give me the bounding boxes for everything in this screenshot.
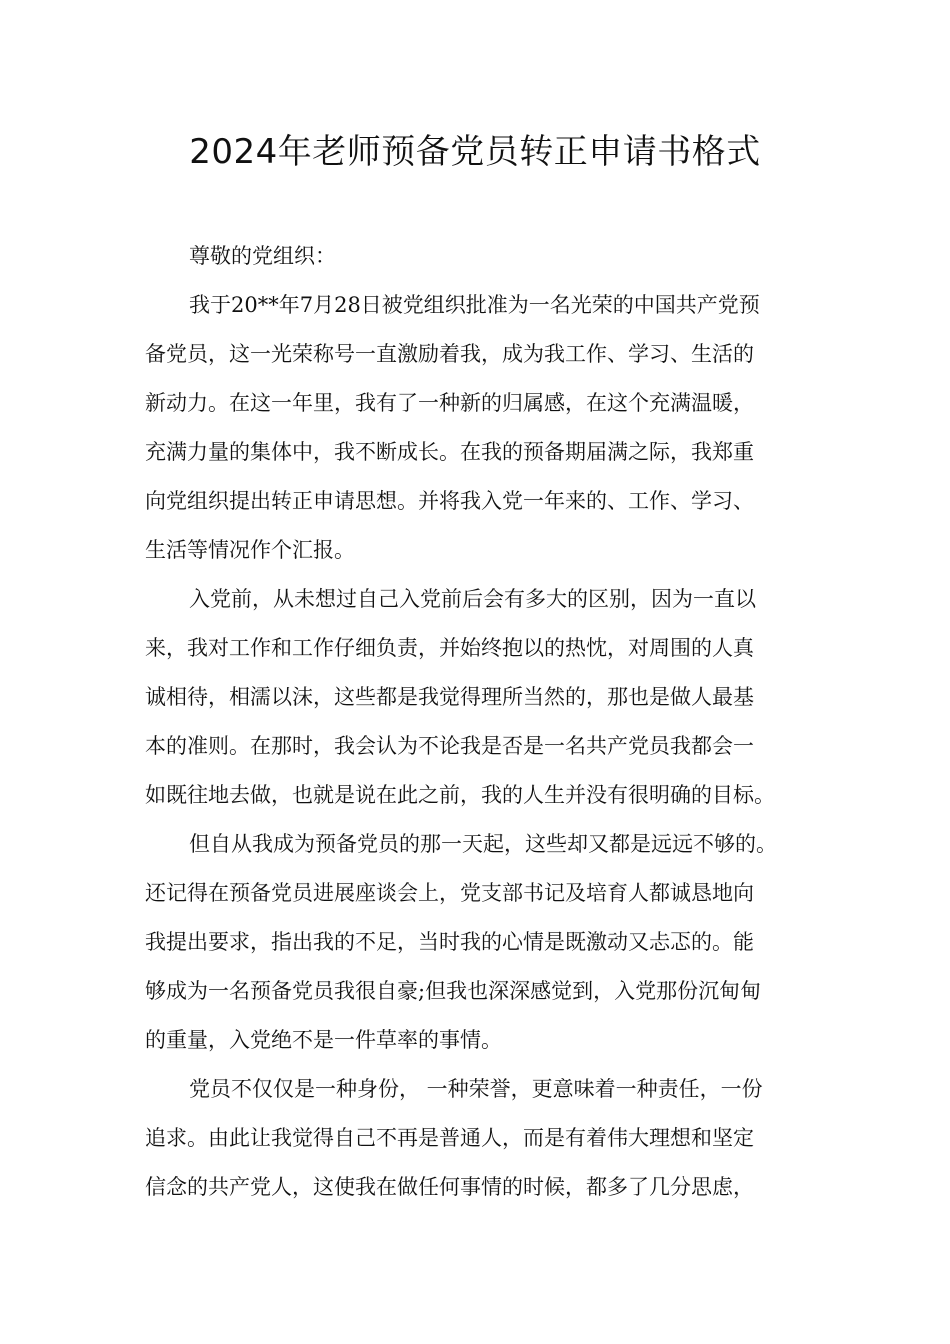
paragraph-line: 充满力量的集体中，我不断成长。在我的预备期届满之际，我郑重 bbox=[145, 440, 754, 464]
paragraph-4 bbox=[145, 1065, 810, 1212]
paragraph-line: 的重量，入党绝不是一件草率的事情。 bbox=[145, 1028, 502, 1052]
paragraph-1 bbox=[145, 281, 810, 575]
paragraph-3 bbox=[145, 820, 810, 1065]
document-body bbox=[145, 232, 810, 1212]
paragraph-line: 诚相待，相濡以沫，这些都是我觉得理所当然的，那也是做人最基 bbox=[145, 685, 754, 709]
paragraph-line: 我于20**年7月28日被党组织批准为一名光荣的中国共产党预 bbox=[189, 293, 760, 317]
paragraph-line: 新动力。在这一年里，我有了一种新的归属感，在这个充满温暖， bbox=[145, 391, 754, 415]
paragraph-line: 我提出要求，指出我的不足，当时我的心情是既激动又忐忑的。能 bbox=[145, 930, 754, 954]
paragraph-line: 但自从我成为预备党员的那一天起，这些却又都是远远不够的。 bbox=[189, 832, 777, 856]
paragraph-line: 入党前，从未想过自己入党前后会有多大的区别，因为一直以 bbox=[189, 587, 756, 611]
paragraph-line: 够成为一名预备党员我很自豪;但我也深深感觉到，入党那份沉甸甸 bbox=[145, 979, 762, 1003]
paragraph-line: 追求。由此让我觉得自己不再是普通人，而是有着伟大理想和坚定 bbox=[145, 1126, 754, 1150]
paragraph-line: 向党组织提出转正申请思想。并将我入党一年来的、工作、学习、 bbox=[145, 489, 754, 513]
document-title: 2024年老师预备党员转正申请书格式 bbox=[189, 132, 761, 172]
paragraph-line: 生活等情况作个汇报。 bbox=[145, 538, 355, 562]
paragraph-line: 党员不仅仅是一种身份， 一种荣誉，更意味着一种责任，一份 bbox=[189, 1077, 763, 1101]
salutation: 尊敬的党组织： bbox=[189, 244, 336, 268]
paragraph-2 bbox=[145, 575, 810, 820]
paragraph-line: 信念的共产党人，这使我在做任何事情的时候，都多了几分思虑， bbox=[145, 1175, 754, 1199]
paragraph-line: 本的准则。在那时，我会认为不论我是否是一名共产党员我都会一 bbox=[145, 734, 754, 758]
paragraph-line: 如既往地去做，也就是说在此之前，我的人生并没有很明确的目标。 bbox=[145, 783, 775, 807]
paragraph-line: 来，我对工作和工作仔细负责，并始终抱以的热忱，对周围的人真 bbox=[145, 636, 754, 660]
paragraph-line: 还记得在预备党员进展座谈会上，党支部书记及培育人都诚恳地向 bbox=[145, 881, 754, 905]
paragraph-line: 备党员，这一光荣称号一直激励着我，成为我工作、学习、生活的 bbox=[145, 342, 754, 366]
